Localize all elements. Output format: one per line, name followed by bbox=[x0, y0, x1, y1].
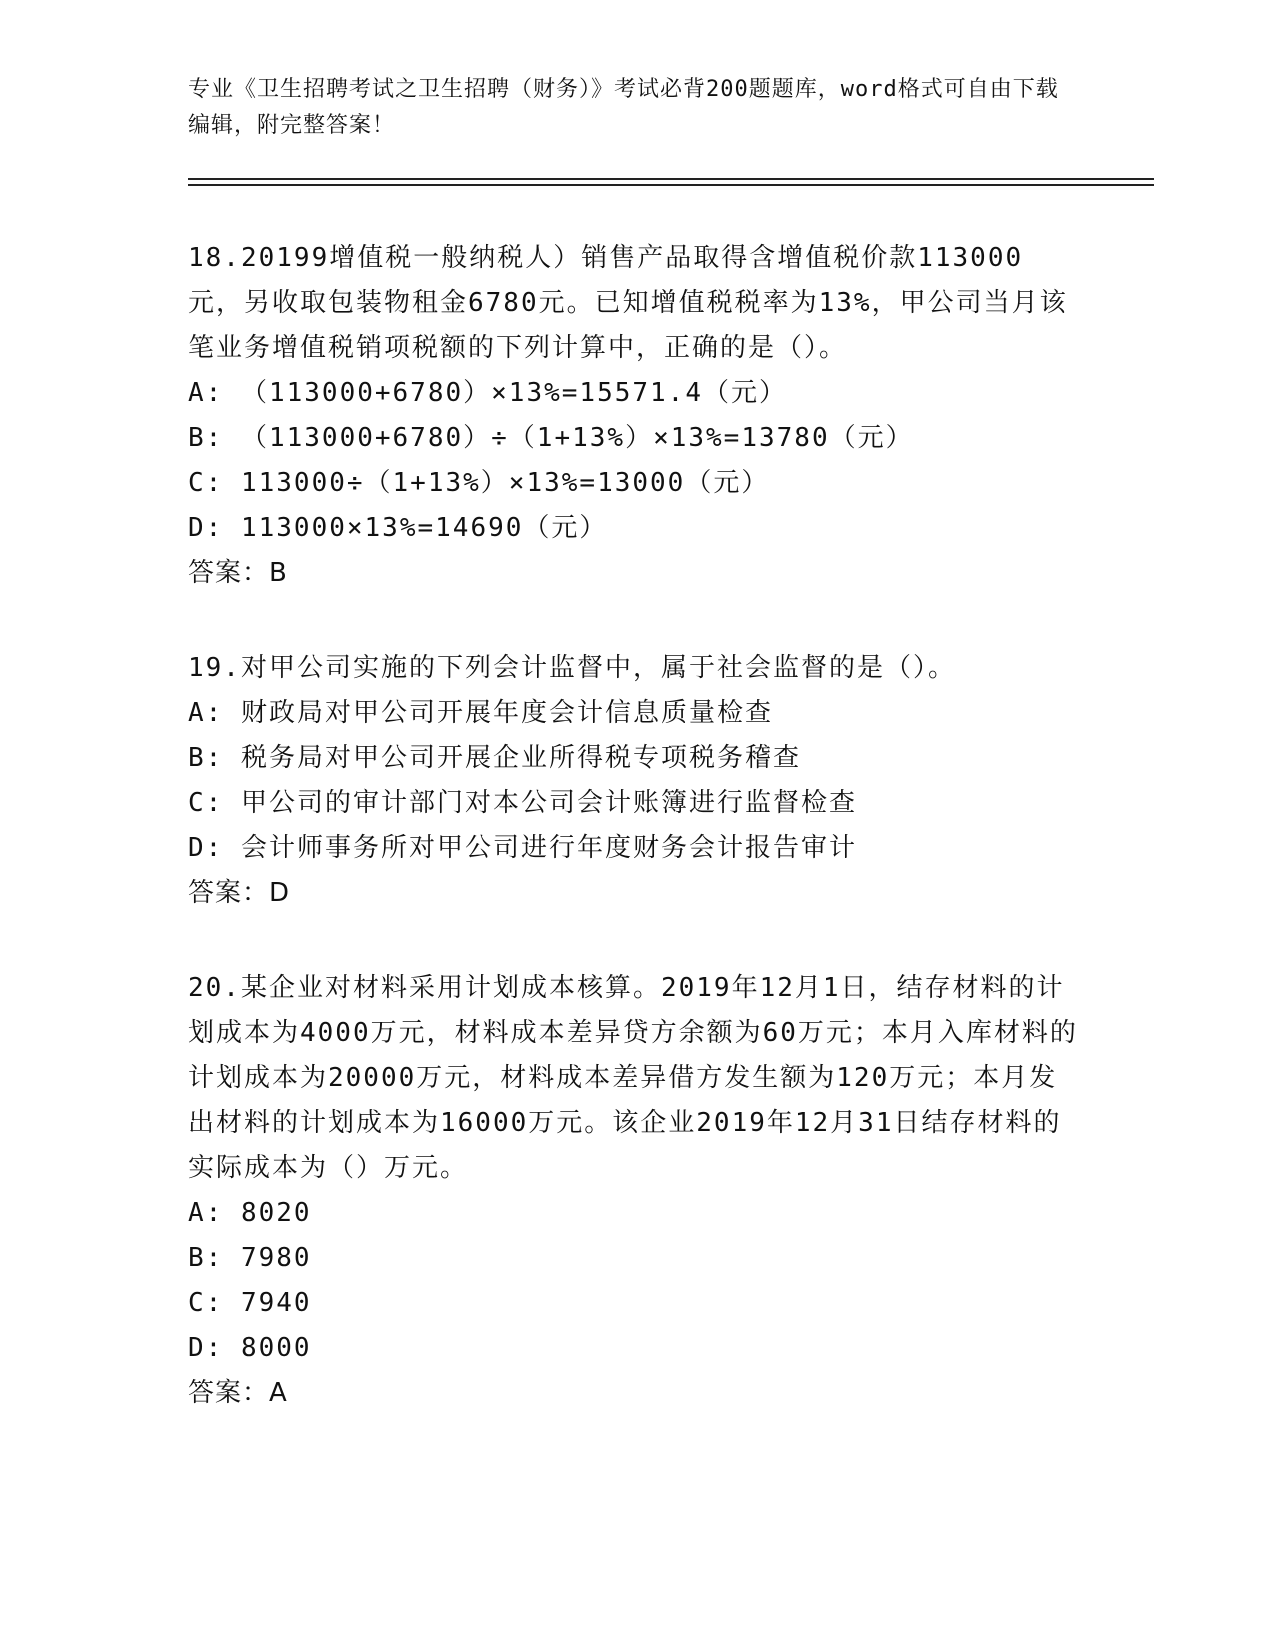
option-c: C: 113000÷（1+13%）×13%=13000（元） bbox=[188, 468, 770, 498]
header-divider-top bbox=[188, 178, 1154, 180]
option-b: B: 税务局对甲公司开展企业所得税专项税务稽查 bbox=[188, 743, 801, 773]
option-d: D: 8000 bbox=[188, 1333, 312, 1363]
question-stem: 20.某企业对材料采用计划成本核算。2019年12月1日，结存材料的计划成本为4000万元，材料成本差异贷方余额为60万元；本月入库材料的计划成本为20000万元，材料成本差异借方发生额为120万元；本月发出材料的计划成本为16000万元。该企业2019年12月31日结存材料的实际成本为（）万元。 bbox=[188, 973, 1078, 1183]
question-19 bbox=[188, 646, 1078, 916]
document-header: 专业《卫生招聘考试之卫生招聘（财务）》考试必背200题题库，word格式可自由下载编辑，附完整答案！ bbox=[188, 77, 1059, 138]
option-d: D: 113000×13%=14690（元） bbox=[188, 513, 608, 543]
option-c: C: 7940 bbox=[188, 1288, 312, 1318]
answer-line: 答案：B bbox=[188, 558, 288, 588]
answer-line: 答案：D bbox=[188, 878, 291, 908]
option-a: A: 8020 bbox=[188, 1198, 312, 1228]
header-divider-bottom bbox=[188, 184, 1154, 186]
option-c: C: 甲公司的审计部门对本公司会计账簿进行监督检查 bbox=[188, 788, 857, 818]
option-d: D: 会计师事务所对甲公司进行年度财务会计报告审计 bbox=[188, 833, 857, 863]
question-stem: 18.20199增值税一般纳税人）销售产品取得含增值税价款113000元，另收取包装物租金6780元。已知增值税税率为13%，甲公司当月该笔业务增值税销项税额的下列计算中，正确的是（）。 bbox=[188, 243, 1068, 363]
question-18 bbox=[188, 236, 1078, 596]
question-stem: 19.对甲公司实施的下列会计监督中，属于社会监督的是（）。 bbox=[188, 653, 956, 683]
option-a: A: 财政局对甲公司开展年度会计信息质量检查 bbox=[188, 698, 773, 728]
question-20 bbox=[188, 966, 1078, 1416]
option-a: A: （113000+6780）×13%=15571.4（元） bbox=[188, 378, 787, 408]
answer-line: 答案：A bbox=[188, 1378, 288, 1408]
option-b: B: （113000+6780）÷（1+13%）×13%=13780（元） bbox=[188, 423, 914, 453]
option-b: B: 7980 bbox=[188, 1243, 312, 1273]
